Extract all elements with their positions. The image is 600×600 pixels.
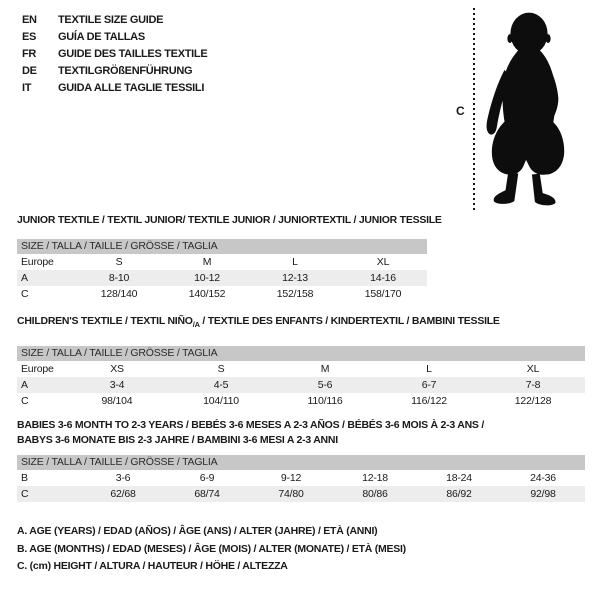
baby-silhouette: [484, 9, 574, 209]
language-label: TEXTILGRÖßENFÜHRUNG: [58, 64, 193, 77]
language-label: GUIDA ALLE TAGLIE TESSILI: [58, 81, 205, 94]
height-measure-label: C: [456, 104, 465, 118]
size-header: SIZE / TALLA / TAILLE / GRÖSSE / TAGLIA: [17, 239, 427, 254]
size-cell: 12-18: [362, 472, 388, 484]
language-row: [22, 45, 207, 62]
row-label: C: [21, 488, 29, 500]
table-title-sub: /A: [192, 320, 200, 330]
size-cell: 152/158: [276, 288, 314, 300]
size-cell: 92/98: [530, 488, 556, 500]
size-cell: XS: [110, 363, 124, 376]
language-code: FR: [22, 47, 37, 60]
baby-silhouette-icon: [484, 9, 574, 209]
language-code: EN: [22, 13, 37, 26]
size-cell: 4-5: [213, 379, 229, 392]
size-cell: 68/74: [194, 488, 220, 500]
row-label: C: [21, 288, 29, 300]
table-row: [17, 254, 427, 270]
size-cell: 116/122: [411, 395, 447, 408]
table-row: [17, 286, 427, 302]
size-cell: XL: [526, 363, 540, 376]
table-title-post: / TEXTILE DES ENFANTS / KINDERTEXTIL / BAMBINI TESSILE: [199, 315, 500, 327]
size-cell: 3-4: [109, 379, 125, 392]
table-row: [17, 393, 585, 409]
size-cell: 24-36: [530, 472, 556, 484]
size-cell: 14-16: [370, 272, 396, 284]
size-cell: 9-12: [280, 472, 302, 484]
language-code: ES: [22, 30, 37, 43]
language-row: [22, 11, 207, 28]
language-code: DE: [22, 64, 37, 77]
size-cell: 74/80: [278, 488, 304, 500]
footnote-b: B. AGE (MONTHS) / EDAD (MESES) / ÂGE (MOIS) / ALTER (MONATE) / ETÀ (MESI): [17, 542, 406, 555]
size-cell: 5-6: [317, 379, 333, 392]
language-row: [22, 79, 207, 96]
row-label: A: [21, 379, 28, 392]
language-label: GUÍA DE TALLAS: [58, 30, 145, 43]
size-cell: 122/128: [514, 395, 552, 408]
size-cell: 128/140: [100, 288, 138, 300]
table-row: [17, 270, 427, 286]
size-cell: 8-10: [108, 272, 130, 284]
size-cell: S: [217, 363, 225, 376]
table-row: [17, 486, 585, 502]
size-header: SIZE / TALLA / TAILLE / GRÖSSE / TAGLIA: [17, 455, 585, 470]
footnote-legend: [17, 523, 406, 576]
language-label: TEXTILE SIZE GUIDE: [58, 13, 164, 26]
table-title: [17, 418, 585, 448]
table-row: [17, 361, 585, 377]
size-header: SIZE / TALLA / TAILLE / GRÖSSE / TAGLIA: [17, 346, 585, 361]
table-row: [17, 470, 585, 486]
size-cell: 12-13: [282, 272, 308, 284]
table-title: [17, 314, 585, 332]
language-label: GUIDE DES TAILLES TEXTILE: [58, 47, 208, 60]
size-cell: 104/110: [203, 395, 239, 408]
size-cell: 110/116: [307, 395, 343, 408]
size-cell: M: [320, 363, 330, 376]
row-label: B: [21, 472, 28, 484]
size-cell: 10-12: [194, 272, 220, 284]
size-cell: 7-8: [525, 379, 541, 392]
size-cell: 6-9: [199, 472, 215, 484]
row-label: C: [21, 395, 29, 408]
size-cell: L: [292, 256, 298, 268]
row-label: A: [21, 272, 28, 284]
table-title-pre: CHILDREN'S TEXTILE / TEXTIL NIÑO: [17, 315, 193, 327]
language-row: [22, 28, 207, 45]
size-cell: 140/152: [188, 288, 226, 300]
table-title-line2: BABYS 3-6 MONATE BIS 2-3 JAHRE / BAMBINI 3-6 MESI A 2-3 ANNI: [17, 434, 338, 446]
table-title: JUNIOR TEXTILE / TEXTIL JUNIOR/ TEXTILE JUNIOR / JUNIORTEXTIL / JUNIOR TESSILE: [17, 214, 442, 226]
size-cell: XL: [376, 256, 390, 268]
language-code: IT: [22, 81, 32, 94]
table-row: [17, 377, 585, 393]
size-cell: 158/170: [364, 288, 402, 300]
size-cell: 80/86: [362, 488, 388, 500]
footnote-c: C. (cm) HEIGHT / ALTURA / HAUTEUR / HÖHE / ALTEZZA: [17, 560, 288, 572]
row-label: Europe: [21, 256, 54, 268]
size-cell: S: [115, 256, 123, 268]
footnote-a: A. AGE (YEARS) / EDAD (AÑOS) / ÂGE (ANS) / ALTER (JAHRE) / ETÀ (ANNI): [17, 525, 378, 537]
size-cell: 98/104: [101, 395, 133, 408]
language-row: [22, 62, 207, 79]
size-cell: 3-6: [115, 472, 131, 484]
size-cell: L: [426, 363, 432, 376]
size-table-babies: [17, 418, 585, 502]
size-cell: M: [202, 256, 212, 268]
size-cell: 62/68: [110, 488, 136, 500]
height-measure-line: [473, 8, 475, 210]
row-label: Europe: [21, 363, 54, 376]
size-table-children: [17, 314, 585, 409]
size-cell: 18-24: [446, 472, 472, 484]
language-list: [22, 11, 207, 96]
table-title-line1: BABIES 3-6 MONTH TO 2-3 YEARS / BEBÉS 3-6 MESES A 2-3 AÑOS / BÉBÉS 3-6 MOIS À 2-3 ANS /: [17, 419, 485, 431]
size-cell: 86/92: [446, 488, 472, 500]
size-table-junior: [17, 213, 442, 302]
size-cell: 6-7: [421, 379, 437, 392]
